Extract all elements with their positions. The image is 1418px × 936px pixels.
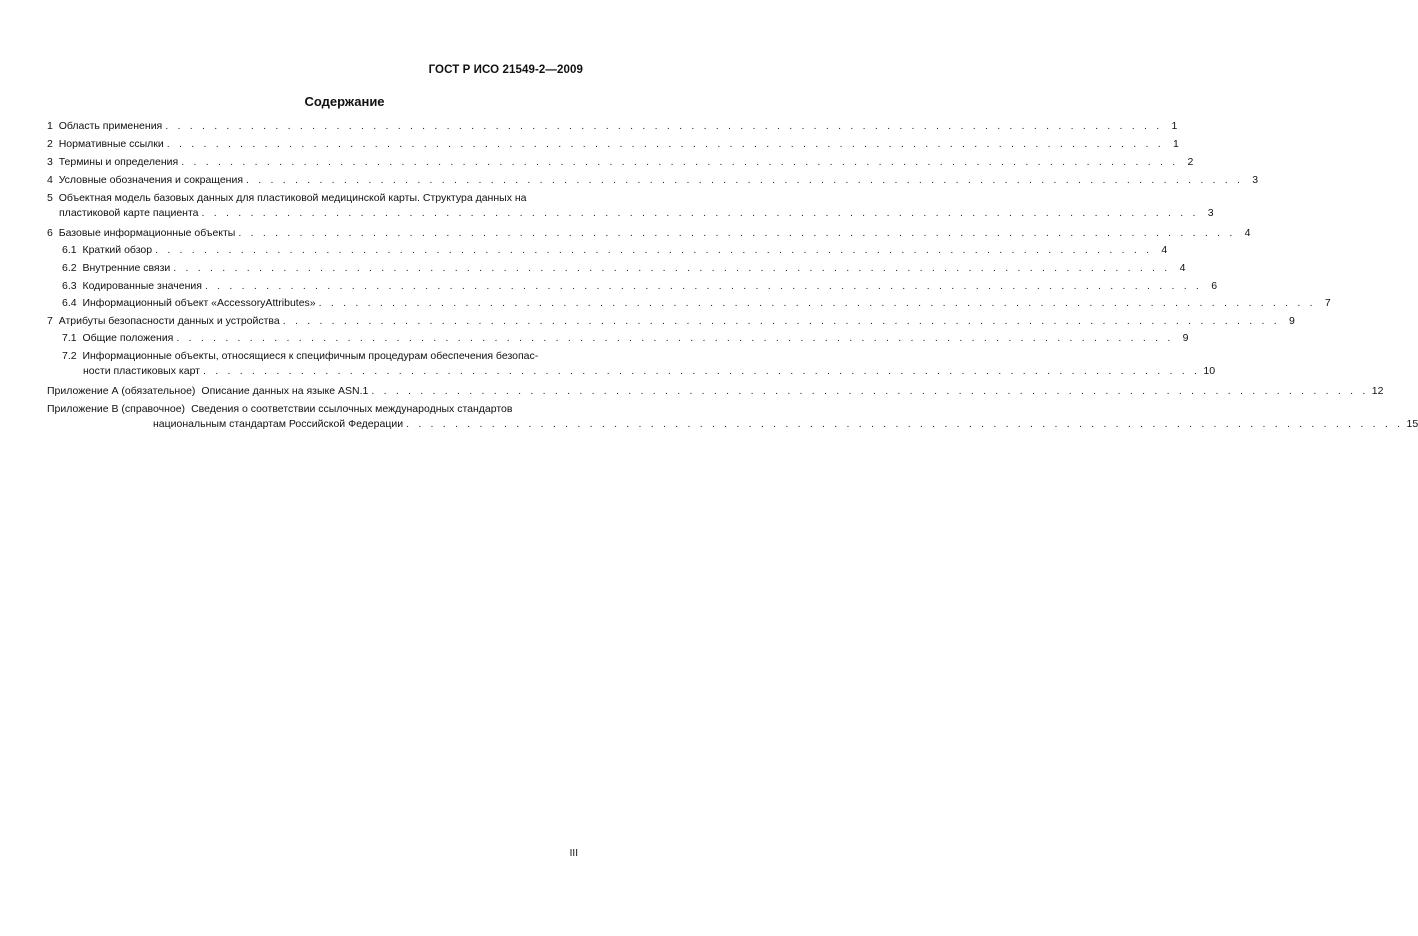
toc-entry-title-line1: Сведения о соответствии ссылочных международных стандартов [191,403,513,415]
dot-leader: . . . . . . . . . . . . . . . . . . . . . . . . . . . . . . . . . . . . . . . . . . . . . . . . . . . . . . . . . . . . . . . . . . . . . . . . . . . . . . . . . . [165,120,1163,132]
toc-entry-page: 2 [1187,156,1194,168]
dot-leader: . . . . . . . . . . . . . . . . . . . . . . . . . . . . . . . . . . . . . . . . . . . . . . . . . . . . . . . . . . . . . . . . . . . . . . . . . . . . . . . . . . [318,297,1316,309]
toc-entry-page: 9 [1289,315,1295,327]
toc-entry-title-line2: пластиковой карте пациента [59,207,199,219]
dot-leader: . . . . . . . . . . . . . . . . . . . . . . . . . . . . . . . . . . . . . . . . . . . . . . . . . . . . . . . . . . . . . . . . . . . . . . . . . . . . . . . . . . [204,280,1203,292]
toc-entry-title-line2: ности пластиковых карт [83,365,200,377]
toc-entry-title: Область применения [58,120,163,132]
toc-entry-7[interactable] [47,315,1295,331]
toc-entry-title: Внутренние связи [82,262,171,274]
toc-entry-title: Базовые информационные объекты [58,227,236,239]
dot-leader: . . . . . . . . . . . . . . . . . . . . . . . . . . . . . . . . . . . . . . . . . . . . . . . . . . . . . . . . . . . . . . . . . . . . . . . . . . . . . . . . . . [406,418,1404,430]
toc-entry-number: 5 [47,192,53,204]
toc-entry-number: 1 [47,120,53,132]
toc-entry-page: 4 [1179,262,1186,274]
dot-leader: . . . . . . . . . . . . . . . . . . . . . . . . . . . . . . . . . . . . . . . . . . . . . . . . . . . . . . . . . . . . . . . . . . . . . . . . . . . . . . . . . . [181,156,1179,168]
toc-entry-page: 4 [1244,227,1251,239]
toc-entry-1[interactable] [47,120,1178,136]
appendix-label: Приложение В (справочное) [47,403,186,415]
toc-entry-6[interactable] [47,227,1251,243]
toc-entry-page: 12 [1371,385,1384,397]
toc-entry-number: 7.1 [62,332,77,344]
toc-entry-3[interactable] [47,156,1194,172]
toc-entry-number: 6.2 [62,262,77,274]
dot-leader: . . . . . . . . . . . . . . . . . . . . . . . . . . . . . . . . . . . . . . . . . . . . . . . . . . . . . . . . . . . . . . . . . . . . . . . . . . . . . . . . . . [238,227,1236,239]
dot-leader: . . . . . . . . . . . . . . . . . . . . . . . . . . . . . . . . . . . . . . . . . . . . . . . . . . . . . . . . . . . . . . . . . . . . . . . . . . . . . . . . . . [155,244,1153,256]
toc-entry-number: 3 [47,156,53,168]
toc-entry-5[interactable] [47,192,1214,226]
dot-leader: . . . . . . . . . . . . . . . . . . . . . . . . . . . . . . . . . . . . . . . . . . . . . . . . . . . . . . . . . . . . . . . . . . . . . . . . . . . . . . . . . . [201,207,1199,219]
toc-entry-title: Краткий обзор [82,244,153,256]
toc-entry-title-line2: национальным стандартам Российской Федерации [153,418,404,430]
toc-entry-6-1[interactable] [47,244,1168,260]
toc-entry-number: 7 [47,315,53,327]
toc-entry-page: 3 [1207,207,1214,219]
toc-entry-6-3[interactable] [47,280,1218,296]
toc-entry-page: 10 [1203,365,1216,377]
toc-entry-number: 7.2 [62,350,77,362]
toc-entry-number: 6.4 [62,297,77,309]
dot-leader: . . . . . . . . . . . . . . . . . . . . . . . . . . . . . . . . . . . . . . . . . . . . . . . . . . . . . . . . . . . . . . . . . . . . . . . . . . . . . . . . . . [246,174,1244,186]
toc-entry-title: Нормативные ссылки [58,138,164,150]
page-folio: III [569,848,578,859]
standard-code: ГОСТ Р ИСО 21549-2—2009 [428,64,583,76]
toc-entry-6-2[interactable] [47,262,1186,278]
toc-entry-page: 6 [1211,280,1218,292]
toc-entry-page: 9 [1182,332,1189,344]
toc-entry-2[interactable] [47,138,1179,154]
appendix-label: Приложение А (обязательное) [47,385,196,397]
toc-entry-page: 7 [1324,297,1331,309]
toc-entry-title-line1: Информационные объекты, относящиеся к специфичным процедурам обеспечения безопас- [82,350,539,362]
toc-entry-number: 2 [47,138,53,150]
toc-entry-number: 6.1 [62,244,77,256]
toc-entry-title: Общие положения [82,332,174,344]
toc-entry-number: 4 [47,174,53,186]
toc-entry-7-2[interactable] [47,350,1216,384]
toc-entry-7-1[interactable] [47,332,1189,348]
toc-entry-title: Описание данных на языке ASN.1 [201,385,369,397]
toc-entry-title-line1: Объектная модель базовых данных для пластиковой медицинской карты. Структура данных на [58,192,527,204]
dot-leader: . . . . . . . . . . . . . . . . . . . . . . . . . . . . . . . . . . . . . . . . . . . . . . . . . . . . . . . . . . . . . . . . . . . . . . . . . . . . . . . . . . [166,138,1164,150]
toc-entry-6-4[interactable] [47,297,1331,313]
toc-entry-title: Условные обозначения и сокращения [58,174,244,186]
dot-leader: . . . . . . . . . . . . . . . . . . . . . . . . . . . . . . . . . . . . . . . . . . . . . . . . . . . . . . . . . . . . . . . . . . . . . . . . . . . . . . . . . . [173,262,1171,274]
toc-appendix-a[interactable] [47,385,1384,401]
toc-entry-title: Атрибуты безопасности данных и устройства [58,315,280,327]
dot-leader: . . . . . . . . . . . . . . . . . . . . . . . . . . . . . . . . . . . . . . . . . . . . . . . . . . . . . . . . . . . . . . . . . . . . . . . . . . . . . . . . . . [282,315,1280,327]
toc-entry-title: Информационный объект «AccessoryAttributes» [82,297,316,309]
toc-entry-page: 1 [1171,120,1178,132]
toc-entry-page: 1 [1173,138,1179,150]
toc-entry-4[interactable] [47,174,1259,190]
toc-entry-number: 6.3 [62,280,77,292]
toc-entry-title: Термины и определения [58,156,179,168]
toc-appendix-b[interactable] [47,403,1418,437]
dot-leader: . . . . . . . . . . . . . . . . . . . . . . . . . . . . . . . . . . . . . . . . . . . . . . . . . . . . . . . . . . . . . . . . . . . . . . . . . . . . . . . . . . [371,385,1369,397]
dot-leader: . . . . . . . . . . . . . . . . . . . . . . . . . . . . . . . . . . . . . . . . . . . . . . . . . . . . . . . . . . . . . . . . . . . . . . . . . . . . . . . . . . [176,332,1174,344]
toc-entry-page: 3 [1252,174,1259,186]
dot-leader: . . . . . . . . . . . . . . . . . . . . . . . . . . . . . . . . . . . . . . . . . . . . . . . . . . . . . . . . . . . . . . . . . . . . . . . . . . . . . . . . . . [202,365,1201,377]
toc-title: Содержание [304,94,385,109]
toc-entry-page: 4 [1161,244,1168,256]
toc-entry-page: 15 [1406,418,1418,430]
toc-entry-number: 6 [47,227,53,239]
toc-entry-title: Кодированные значения [82,280,202,292]
